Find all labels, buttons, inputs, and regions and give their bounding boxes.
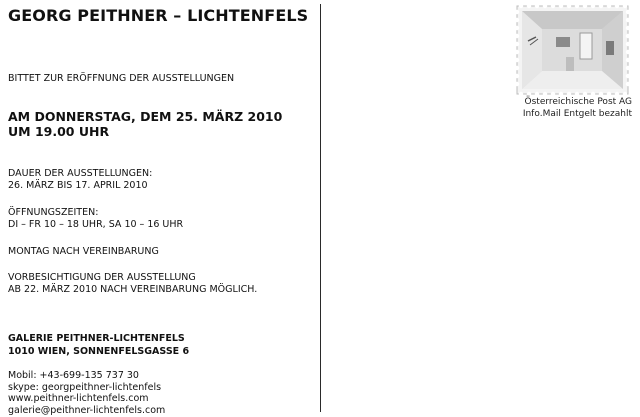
postage-line-2: Info.Mail Entgelt bezahlt: [522, 108, 632, 119]
duration-label: DAUER DER AUSSTELLUNGEN:: [8, 168, 153, 179]
contact-email[interactable]: galerie@peithner-lichtenfels.com: [8, 404, 166, 416]
opening-hours-block: [8, 207, 183, 231]
contact-mobile: Mobil: +43-699-135 737 30: [8, 370, 139, 381]
gallery-address-block: [8, 332, 189, 358]
gallery-name: GALERIE PEITHNER-LICHTENFELS: [8, 333, 185, 344]
gallery-address: 1010 WIEN, SONNENFELSGASSE 6: [8, 346, 190, 357]
postage-paid-notice: [500, 97, 632, 120]
page-title: GEORG PEITHNER – LICHTENFELS: [8, 6, 309, 25]
postage-stamp: [515, 4, 630, 96]
opening-hours-value: DI – FR 10 – 18 UHR, SA 10 – 16 UHR: [8, 219, 184, 230]
preview-line-1: VORBESICHTIGUNG DER AUSSTELLUNG: [8, 272, 196, 283]
opening-date: [8, 109, 282, 139]
opening-time-line: UM 19.00 UHR: [8, 124, 110, 139]
duration-block: [8, 168, 152, 192]
duration-value: 26. MÄRZ BIS 17. APRIL 2010: [8, 180, 148, 191]
preview-line-2: AB 22. MÄRZ 2010 NACH VEREINBARUNG MÖGLICH.: [8, 284, 258, 295]
contact-block: [8, 370, 165, 416]
center-divider: [320, 4, 321, 412]
monday-note: MONTAG NACH VEREINBARUNG: [8, 246, 159, 257]
opening-date-line: AM DONNERSTAG, DEM 25. MÄRZ 2010: [8, 109, 283, 124]
contact-website[interactable]: www.peithner-lichtenfels.com: [8, 393, 149, 405]
opening-hours-label: ÖFFNUNGSZEITEN:: [8, 207, 99, 218]
invitation-line: BITTET ZUR ERÖFFNUNG DER AUSSTELLUNGEN: [8, 73, 235, 84]
preview-block: [8, 272, 257, 296]
postage-line-1: Österreichische Post AG: [524, 97, 632, 107]
gallery-interior-photo-icon: [522, 11, 623, 89]
contact-skype: skype: georgpeithner-lichtenfels: [8, 381, 162, 393]
